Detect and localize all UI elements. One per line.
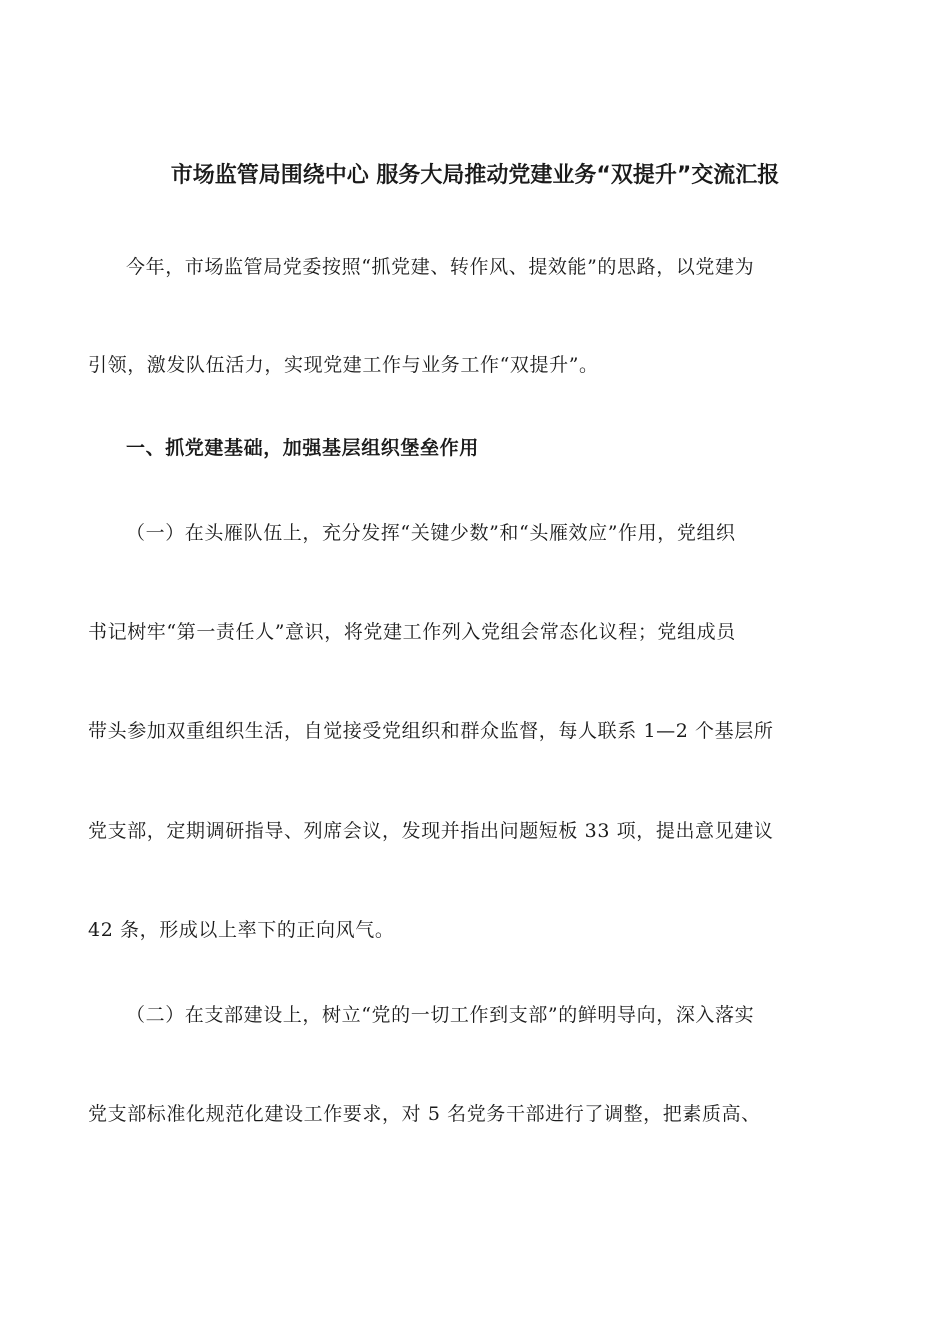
item2-line-2: 党支部标准化规范化建设工作要求，对 5 名党务干部进行了调整，把素质高、 [88, 1103, 761, 1125]
intro-line-1: 今年，市场监管局党委按照“抓党建、转作风、提效能”的思路，以党建为 [126, 256, 755, 278]
item1-line-4: 党支部，定期调研指导、列席会议，发现并指出问题短板 33 项，提出意见建议 [88, 820, 774, 842]
section-heading-1: 一、抓党建基础，加强基层组织堡垒作用 [126, 437, 479, 459]
intro-line-2: 引领，激发队伍活力，实现党建工作与业务工作“双提升”。 [88, 354, 599, 376]
item1-line-2: 书记树牢“第一责任人”意识，将党建工作列入党组会常态化议程；党组成员 [88, 621, 736, 643]
item1-line-5: 42 条，形成以上率下的正向风气。 [88, 919, 395, 941]
item1-line-1: （一）在头雁队伍上，充分发挥“关键少数”和“头雁效应”作用，党组织 [126, 522, 736, 544]
item2-line-1: （二）在支部建设上，树立“党的一切工作到支部”的鲜明导向，深入落实 [126, 1004, 755, 1026]
document-title: 市场监管局围绕中心 服务大局推动党建业务“双提升”交流汇报 [170, 163, 780, 188]
item1-line-3: 带头参加双重组织生活，自觉接受党组织和群众监督，每人联系 1—2 个基层所 [88, 720, 774, 742]
